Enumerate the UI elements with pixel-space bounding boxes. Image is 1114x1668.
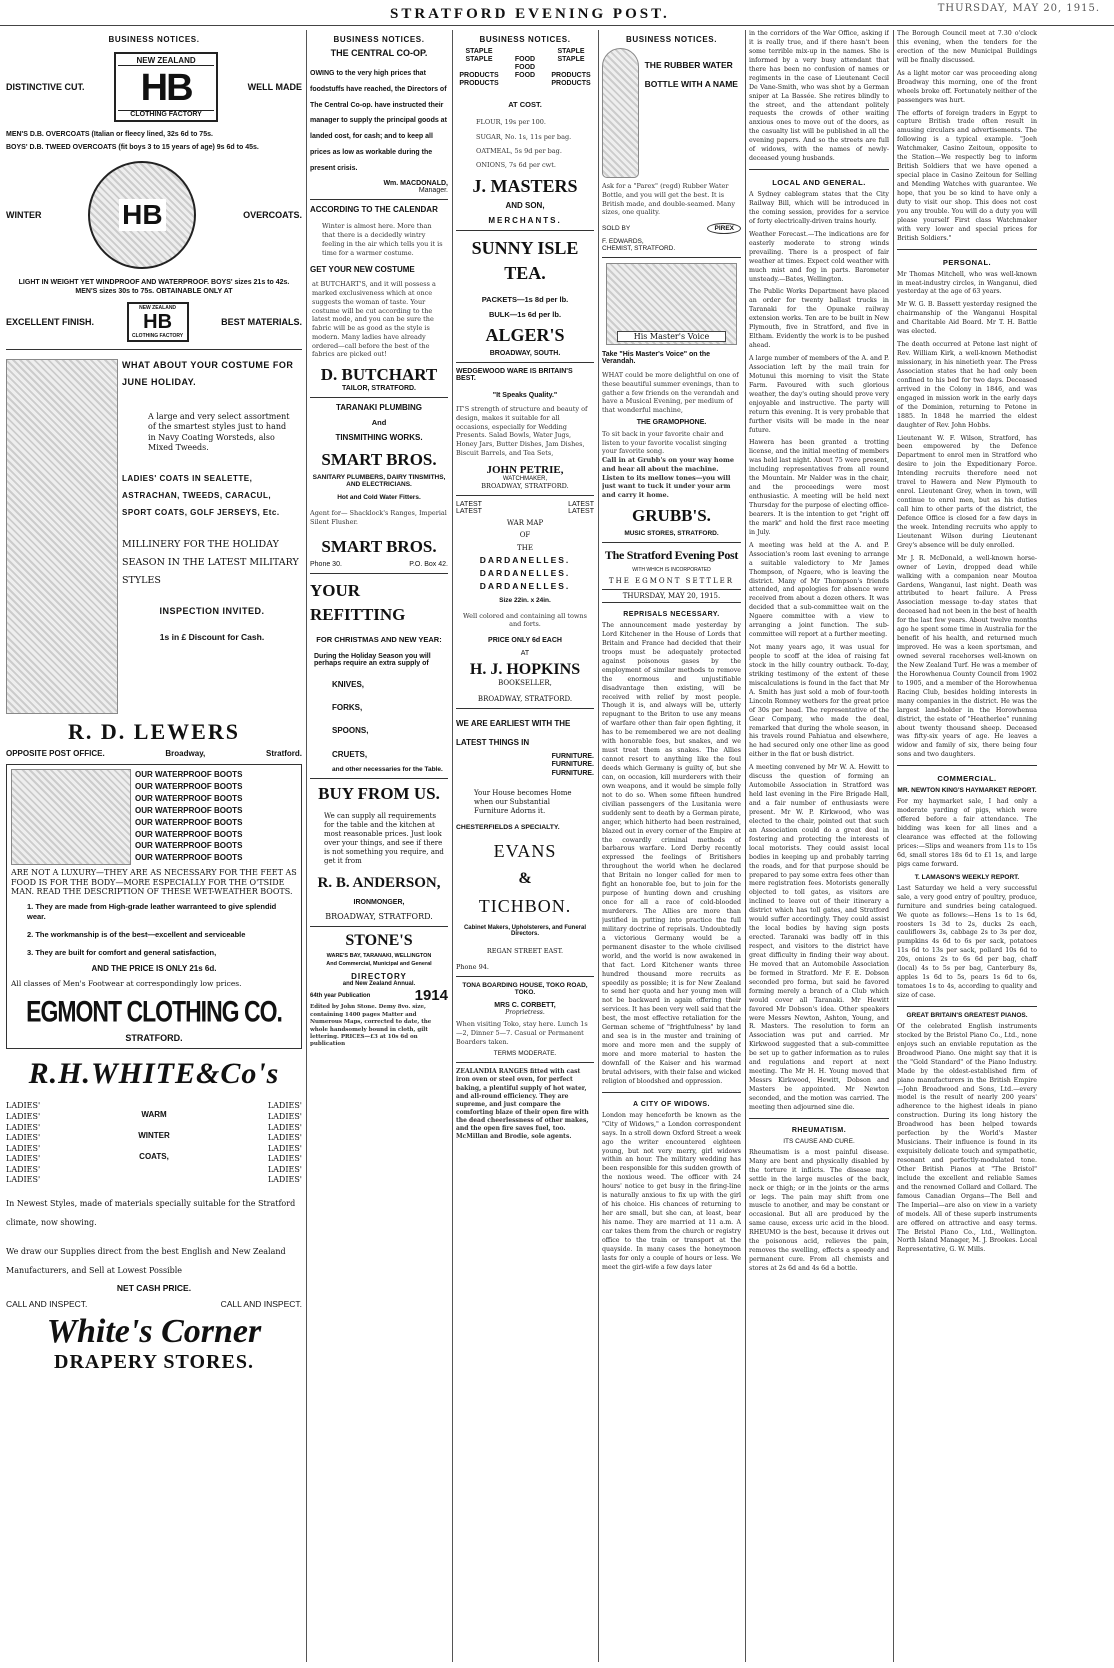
egmont-name: EGMONT CLOTHING CO. [26, 994, 282, 1029]
commercial-heading: COMMERCIAL. [937, 774, 997, 784]
motor-car-note: As a light motor car was proceeding along Broadway this morning, one of the front wheels broke off. Fortunately neither of the passengers was hurt. [897, 69, 1037, 104]
raincoat-seal: HB [88, 161, 196, 269]
pirex-bottle-ad: THE RUBBER WATER BOTTLE WITH A NAME Ask for a "Parex" (regd) Rubber Water Bottle, and you will get the best. It is British made, and double-seamed. Many sizes, one quality. SOLD BY PIREX F. EDWARDS, CHEMIST, STRATFORD. [602, 48, 741, 252]
mens-overcoats: MEN'S D.B. OVERCOATS (Italian or fleecy lined, 32s 6d to 75s. [6, 131, 213, 138]
ladies-coats-text: LADIES' COATS IN SEALETTE, ASTRACHAN, TWEEDS, CARACUL, SPORT COATS, GOLF JERSEYS, Etc. [122, 474, 280, 517]
column-divider [598, 30, 599, 1662]
war-map-ad: LATEST LATEST LATEST LATEST WAR MAP OF THE DARDANELLES. DARDANELLES. DARDANELLES. Size 22in. x 24in. Well colored and containing all towns and forts. PRICE ONLY 6d EACH AT H. J. HOPKINS BOOKSELLER, BROADWAY, STRATFORD. [456, 500, 594, 704]
water-bottle-illustration [602, 48, 639, 178]
not-luxury-text: ARE NOT A LUXURY—THEY ARE AS NECESSARY FOR THE FEET AS FOOD IS FOR THE BODY—MORE ESPECIALLY FOR THE O'TSIDE MAN. READ THE DESCRIPTION OF THESE WET-WEATHER BOOTS. [11, 868, 297, 896]
distinctive-cut-label: DISTINCTIVE CUT. [6, 82, 85, 92]
costume-headline: WHAT ABOUT YOUR COSTUME FOR JUNE HOLIDAY. [122, 360, 294, 387]
masthead-date: THURSDAY, MAY 20, 1915. [937, 3, 1100, 14]
newton-report: For my haymarket sale, I had only a moderate yarding of pigs, which were offered before a fair attendance. The bidding was keen for all lines and a clearance was effected at the following prices:—Slips and weaners from 11s to 15s 6d, small stores 18s 6d to £1 1s, and large pigs came forward. [897, 798, 1037, 868]
white-name: R.H.WHITE&Co's [28, 1057, 280, 1091]
whites-corner: White's Corner [46, 1312, 262, 1350]
newspaper-title: STRATFORD EVENING POST. [390, 6, 670, 22]
pirex-logo: PIREX [707, 223, 741, 234]
footwear-classes: All classes of Men's Footwear at correspondingly low prices. [11, 979, 242, 989]
lamason-report: Last Saturday we held a very successful sale, a very good entry of poultry, produce, furniture and sundries being catalogued. We quote as follows:—Hens 1s to 1s 6d, roosters 1s 3d to 2s, ducks 2s each, cauliflowers 3s, cabbage 2s to 3s per doz, pumpkins 4s 6d to 6s per sack, potatoes 11s 6d to 13s per sack, pollard 10s 6d to 20s, onions 2s to 6s 6d per bag, chaff (local) 4s to 5s per bag, Canterbury 8s, apples 1s 6d to 5s, pears 1s 6d to 6s, tomatoes 1s to 4s, according to quality and size of case. [897, 884, 1037, 999]
sunny-isle-tea-ad: SUNNY ISLE TEA. PACKETS—1s 8d per lb. BULK—1s 6d per lb. ALGER'S BROADWAY, SOUTH. [471, 238, 579, 358]
gramophone-dog-illustration: His Master's Voice [606, 263, 737, 345]
column-2 [310, 30, 448, 1662]
well-made-label: WELL MADE [247, 82, 302, 92]
excellent-finish-label: EXCELLENT FINISH. [6, 317, 95, 328]
call-inspect-left: CALL AND INSPECT. [6, 1298, 88, 1309]
egmont-boots-ad [6, 764, 302, 1049]
paper-masthead: The Stratford Evening Post WITH WHICH IS INCORPORATED THE EGMONT SETTLER THURSDAY, MAY 20, 1915. [602, 548, 741, 603]
ladies-column-right: LADIES' LADIES' LADIES' LADIES' LADIES' LADIES' LADIES' LADIES' [267, 1101, 302, 1185]
light-waterproof-text: LIGHT IN WEIGHT YET WINDPROOF AND WATERPROOF. BOYS' sizes 21s to 42s. MEN'S sizes 30s to 75s. OBTAINABLE ONLY AT [18, 279, 290, 296]
lewers-name: R. D. LEWERS [68, 719, 240, 745]
business-notices-heading: BUSINESS NOTICES. [479, 35, 571, 44]
egypt-traders-note: The efforts of foreign traders in Egypt to capture British trade often result in amusing circulars and advertisements. The following is a typical example. "Joeh Watchmaker, Casino Zeitoun, opposite to the Station—We respectly beg to inform British Soldiers that we have opened a special place in Casino Zeitoun for Selling and Mending Watches with guarantee. We hope, that you be so kind to have only a duty to visit our shop. This does not cost you any trouble. You will do a duty you will please yourself First class Watchmaker with very lower and special prices for British Soldiers." [897, 109, 1037, 242]
refitting-ad: YOUR REFITTING FOR CHRISTMAS AND NEW YEAR: During the Holiday Season you will perhaps require an extra supply of KNIVES, FORKS, SPOONS, CRUETS, and other necessaries for the Table. [310, 579, 448, 773]
local-general-article: A Sydney cablegram states that the City Railway Bill, which will be introduced in the coming session, provides for a service of forty electrically-driven trains hourly. Weather Forecast.—The indications are for easterly moderate to strong winds prevailing. There is a prospect of fair weather at times. Expect cold weather with much mist and fog in parts. Barometer unsteady.—Bates, Wellington. The Public Works Department have placed an order for twenty ballast trucks in Taranaki for the Opunake railway extension works. Ten are to be built in New Plymouth, five in Stratford, and five in Eltham. Evidently the work is to be pushed ahead. A large number of members of the A. and P. Association left by the mail train for Motunui this morning to visit the State Farm. Favoured with such glorious weather, the day's outing should prove very enjoyable and instructive. The party will return this evening. It is very probable that further visits will be made in the near future. Hawera has been granted a trotting license, and the initial meeting of members was held last night. About 75 were present, including representatives from all round the Mountain. Mr Nalder was in the chair, and the proceedings were most enthusiastic. A meeting will be held next Thursday for the purpose of electing office-bearers. It is the intention to get "right off the mark" and hold the first race meeting in July. A meeting was held at the A. and P. Association's room last evening to arrange a suitable valedictory to Mr James Thompson, of Ngaere, who is leaving the district. Many of Mr Thompson's friends attended, and apologies for absence were received from about a dozen others. It was decided that a sub-committee wait on the Ngaere committee with a view to arranging a joint function. The sub-committee will report at a further meeting. Not many years ago, it was usual for people to scoff at the idea of raising fat stock in the hilly country outback. To-day, striking testimony of the extent of these miscalculations is found in the fact that Mr A. Smith has just sold a mob of four-tooth Lincoln Romney wethers for the great price of 30s per head. The representative of the Gear Company, who made the deal, remarked that during the whole season, in his travels round Pahiatua and elsewhere, he had secured only one other line as good either in the flat or bush district. A meeting convened by Mr W. A. Hewitt to discuss the question of forming an Automobile Association in Stratford was held last evening in the Fire Brigade Hall, and a fair number of enthusiasts were present. Mr W. P. Kirkwood, who was elected to the chair, pointed out that such an Association could do a great deal in fostering and protecting the interests of local motorists. They could assist local bodies in keeping up and probably tarring the roads, and for that purpose should be prepared to pay some extra fees other than mere registration fees. Motorists generally objected to toll gates, as visitors are inclined to leave out of their itinerary a district which has toll gates, and Stratford would suffer accordingly. They could assist the local bodies by having sign posts erected. Taranaki was badly off in this respect, and visitors to the district have great difficulty in finding their way about. He moved that an Automobile Association be formed in Stratford. Mr F. E. Dobson seconded pro forma, but said he favored forming merely a branch of a Club which would cover all Taranaki. Mr Hewitt favored Mr Dobson's idea. Other speakers were Messrs Newton, Ashton, Young, and R. Masters. The resolution to form an Association was put and carried. Mr Kirkwood suggested that a sub-committee be set up to gather information as to rules and regulations and report at next meeting. The Mr H. H. Young moved that Messrs Kirkwood, Hewitt, Dobson and Masters be appointed. Mr Newton seconded, and the motion was carried. The meeting then adjourned sine die. [749, 191, 889, 1111]
reprisals-article: The announcement made yesterday by Lord Kitchener in the House of Lords that Britain and France had decided that their troops must be adequately protected against poisonous gases by the employment of similar methods to remove the enormous and unjustifiable disadvantage then existing, will be received with relief by most people. Though it is, and always will be, utterly repugnant to the Briton to use any means of warfare other than fair open fighting, it has to be remembered we are not dealing with honorable foes, but snakes, and we must treat them as snakes. The Allies cannot resort to anything like the foul deeds which Germany is guilty of, but she can, on occasion, kill murderers with their own weapons, and it would be simple folly not to do so. When some fifteen hundred civilian passengers of the Lusitania were suddenly sent to death by a German pirate, anger, which hitherto had been restrained, blazed out in every corner of the Empire at the cowardly criminal methods of barbarous warfare. Lord Derby recently expressed the feelings of Britishers throughout the world when he declared that Britain no longer called for men to fight an honorable foe, but to join for the purpose of hunting down and crushing once for all a race of cold-blooded murderers. The Allies are more than justified in putting into practice the full military doctrine of reprisals. Undoubtedly a victorious Germany would be a permanent disaster to the whole civilised world, and the world is now awakened in that fact. Lord Kitchener wants three hundred thousand more recruits as speedily as possible; it is for New Zealand to send her quota and her young men will not be backward in again offering their services. It has been very well said that the best, the most effective retaliation for the German scheme of "frightfulness" by land and sea is in the muster and training of more and more men and the supply of more and more material to hasten the downfall of the Kaiser and his warmad brutal advisers, with their false and wicked religion of bloodshed and oppression. [602, 622, 741, 1085]
evans-tichbon-ad: WE ARE EARLIEST WITH THE LATEST THINGS IN FURNITURE. FURNITURE. FURNITURE. Your House becomes Home when our Substantial Furniture Adorns it. CHESTERFIELDS A SPECIALTY. EVANS & TICHBON. Cabinet Makers, Upholsterers, and Funeral Directors. REGAN STREET EAST. Phone 94. [456, 719, 594, 972]
lady-costume-illustration [6, 359, 118, 714]
grubbs-gramophone-ad: His Master's Voice Take "His Master's Voice" on the Verandah. WHAT could be more delightful on one of these beautiful summer evenings, than to gather a few friends on the verandah and have a Musical Evening, per medium of that wonderful machine, THE GRAMOPHONE. To sit back in your favorite chair and listen to your favorite vocalist singing your favorite song. Call in at Grubb's on your way home and hear all about the machine. Listen to its mellow tones—you will just want to tuck it under your arm and carry it home. GRUBB'S. MUSIC STORES, STRATFORD. [602, 263, 741, 537]
boots-price: AND THE PRICE IS ONLY 21s 6d. [91, 964, 217, 974]
newest-styles-text: In Newest Styles, made of materials specially suitable for the Stratford climate, now showing. [6, 1198, 296, 1227]
article-title: PERSONAL. [942, 257, 992, 267]
widows-article-continued: in the corridors of the War Office, asking if it is really true, and if there hasn't been some terrible mix-up in the names. She is informed by a very busy attendant that there has been no confusion of names or regiments in the case of Lieutenant Cecil De Vane-Smith, who was shot by a German sniper at La Bassée. She retires blindly to the street, and the attendant politely requests the crowds of other waiting anxious ones to move out of the doors, as the casualty list will be published in all the evening papers. And so the streets are full of widows, with the names of newly-deceased young husbands. [749, 30, 889, 163]
column-4 [602, 30, 741, 1662]
call-inspect-right: CALL AND INSPECT. [220, 1298, 302, 1309]
tona-boarding-ad: TONA BOARDING HOUSE, TOKO ROAD, TOKO. MRS C. CORBETT, Proprietress. When visiting Toko, stay here. Lunch 1s—2, Dinner 5—7. Casual or Permanent Boarders taken. TERMS MODERATE. [456, 982, 588, 1058]
dardanelles-repeat: DARDANELLES. DARDANELLES. DARDANELLES. [479, 555, 571, 591]
borough-council-note: The Borough Council meet at 7.30 o'clock this evening, when the tenders for the erection of the new Municipal Buildings will be finally discussed. [897, 30, 1037, 64]
zealandia-ranges-ad: ZEALANDIA RANGES fitted with cast iron oven or steel oven, for perfect baking, a plentiful supply of hot water, and all-round efficiency. They are supreme, and just compare the comforting blaze of their open fire with the dead cheerlessness of other makes, and the open fire saves fuel, too. McMillan and Brodie, sole agents. [456, 1068, 589, 1141]
hb-logo-mark: HB [140, 67, 192, 109]
select-assortment-text: A large and very select assortment of the smartest styles just to hand in Navy Coating Worsteds, also Mixed Tweeds. [148, 411, 290, 452]
lewers-address: OPPOSITE POST OFFICE. Broadway, Stratford. [6, 749, 302, 759]
article-title: LOCAL AND GENERAL. [772, 178, 866, 188]
widows-article: London may henceforth be known as the "City of Widows," a London correspondent says. In a stroll down Oxford Street a week ago the writer encountered eighteen young, but not very merry, girl widows within an hour. The military wedding has been responsible for this sudden growth of the noxious weed. The officer with 24 hours' notice to get busy in the firing-line is naturally anxious to fix up with the girl of his choice. His chances of returning to her are small, but she can, at least, bear his name. They are married at 11 a.m. A car takes them from the church or registry office to the train or transport at the quayside. In many cases the honeymoon lasts for only a couple of hours or less. We meet the girl-wife a few days later [602, 1111, 741, 1271]
hb-logo: NEW ZEALAND HB CLOTHING FACTORY [114, 52, 218, 122]
article-title: REPRISALS NECESSARY. [623, 611, 720, 619]
white-drapery-ad [6, 1057, 302, 1373]
masters-ad: STAPLE STAPLE STAPLE FOOD STAPLE FOOD PRODUCTS FOOD PRODUCTS PRODUCTS PRODUCTS AT COST. FLOUR, 19s per 100. SUGAR, No. 1s, 11s per bag. OATMEAL, 5s 9d per bag. ONIONS, 7s 6d per cwt. J. MASTERS AND SON, MERCHANTS. [456, 48, 594, 225]
egmont-town: STRATFORD. [125, 1033, 183, 1044]
overcoats-label: OVERCOATS. [243, 210, 302, 221]
cost-prices: FLOUR, 19s per 100. SUGAR, No. 1s, 11s per bag. OATMEAL, 5s 9d per bag. ONIONS, 7s 6d per cwt. [476, 118, 572, 170]
net-cash-price: NET CASH PRICE. [116, 1282, 192, 1293]
wedgewood-ad: WEDGEWOOD WARE IS BRITAIN'S BEST. "It Speaks Quality." IT'S strength of structure and beauty of design, makes it suitable for all occasions, especially for Wedding Presents. Salad Bowls, Water Jugs, Honey Jars, Butter Dishes, Jam Dishes, Biscuit Barrels, and Tea Sets, JOHN PETRIE, WATCHMAKER, BROADWAY, STRATFORD. [456, 368, 588, 490]
ladies-column-left: LADIES' LADIES' LADIES' LADIES' LADIES' LADIES' LADIES' LADIES' [6, 1101, 41, 1185]
column-divider [452, 30, 453, 1662]
winter-label: WINTER [6, 210, 42, 221]
pianos-article: Of the celebrated English instruments stocked by the Bristol Piano Co., Ltd., none enjoys such an enviable reputation as the Broadwood Piano. One might say that it is the "Gold Standard" of the Piano Industry. Made by the oldest-established firm of piano manufacturers in the British Empire—John Broadwood and Sons, Ltd.—every model is the result of nearly 200 years' adherence to the highest ideals in piano construction. During its long history the Broadwood has been helped towards perfection by the World's Master Musicians. Their influence is found in its exquisitely delicate touch and sympathetic, resonant and perfectly-modulated tone. Other British Pianos at "The Bristol" include the excellent and reliable Sames and the renowned Collard and Collard. The famous Canadian Organs—The Bell and The Imperial—are also on view in a variety of models. All of these superb instruments are offered on attractive and easy terms. The Bristol Piano Co., Ltd., Wellington. North Island Manager, M. J. Brookes. Local Representative, G. W. Mills. [897, 1022, 1037, 1254]
personal-article: Mr Thomas Mitchell, who was well-known in meat-industry circles, in Wanganui, died yesterday at the age of 63 years. Mr W. G. B. Bassett yesterday resigned the chairmanship of the Wanganui Hospital and Charitable Aid Board. Mr T. H. Battle was elected. The death occurred at Petone last night of Rev. William Kirk, a well-known Methodist missionary, in his ninetieth year. The Press Association states that he had only been confined to his bed for two days. Deceased arrived in the Colony in 1846, and was engaged in mission work in the early days of the Dominion, returning to Petone in 1885. In 1848 he married the eldest daughter of Rev. John Hobbs. Lieutenant W. F. Wilson, Stratford, has been empowered by the Defence Department to enrol men in Stratford who desire to join the Expeditionary Force. Intending recruits therefore need not travel to Hawera and New Plymouth to enrol. Lieutenant Grey, when in town, will continue to enrol men, but as his duties call him to other parts of the district, the Defence Office is closed for a few days in the week. Intending recruits who apply to Lieutenant Wilson during Lieutenant Grey's absence will be duly enrolled. Mr J. R. McDonald, a well-known horse-owner of Levin, dropped dead while walking with a companion near Moutoa Gardens, Wanganui, last night. Death was attributed to heart failure. A Press Association message to-day states that deceased had not been in the best of health for the last few years. About twelve months ago he spent some time in Australia for the benefit of his health, and returned much improved. He was a keen sportsman, and owned several racehorses well-known on the New Zealand Turf. He was a member of the Horowhenua County Council from 1902 to 1905, and a member of the Horowhenua Racing Club, besides holding interests in many companies in the district. He was the largest land-holder in the Horowhenua district, the estate of "Heatherlee" running about twenty thousand sheep. Deceased was fifty-six years of age. He leaves a widow and family of six, there being four sons and two daughters. [897, 270, 1037, 759]
rheumatism-article: Rheumatism is a most painful disease. Many are bent and physically disabled by the torture it inflicts. The disease may settle in the large muscles of the back, neck or thigh; or in the joints or the arms or legs. The pain may shift from one muscle to another, and may be constant or occasional. But all are produced by the same cause, excess uric acid in the blood. RHEUMO is the best, because it drives out the poisonous acid, relieves the pain, removes the swelling, effects a speedy and permanent cure. From all chemists and stores at 2s 6d and 4s 6d a bottle. [749, 1148, 889, 1272]
warm-winter-coats: WARM WINTER COATS, [138, 1110, 170, 1162]
hb-overcoats-ad [6, 48, 302, 344]
millinery-text: MILLINERY FOR THE HOLIDAY SEASON IN THE LATEST MILITARY STYLES [122, 538, 299, 586]
cash-discount: 1s in £ Discount for Cash. [159, 631, 265, 642]
article-title: MR. NEWTON KING'S HAYMARKET REPORT. [897, 787, 1037, 795]
inspection-invited: INSPECTION INVITED. [159, 605, 265, 616]
boots-illustration [11, 769, 131, 865]
article-title: T. LAMASON'S WEEKLY REPORT. [914, 873, 1020, 881]
cutlery-list: KNIVES, FORKS, SPOONS, CRUETS, [332, 680, 369, 759]
supplies-text: We draw our Supplies direct from the best English and New Zealand Manufacturers, and Sell at Lowest Possible [6, 1247, 286, 1276]
masthead [0, 0, 1114, 26]
boots-repeat-list: OUR WATERPROOF BOOTS OUR WATERPROOF BOOTS OUR WATERPROOF BOOTS OUR WATERPROOF BOOTS OUR WATERPROOF BOOTS OUR WATERPROOF BOOTS OUR WATERPROOF BOOTS OUR WATERPROOF BOOTS [135, 770, 243, 863]
column-divider [306, 30, 307, 1662]
column-divider [745, 30, 746, 1662]
article-title: GREAT BRITAIN'S GREATEST PIANOS. [906, 1011, 1028, 1019]
boys-overcoats: BOYS' D.B. TWEED OVERCOATS (fit boys 3 to 15 years of age) 9s 6d to 45s. [6, 144, 259, 152]
column-divider [893, 30, 894, 1662]
business-notices-heading: BUSINESS NOTICES. [333, 35, 425, 44]
central-coop-ad: THE CENTRAL CO-OP. OWING to the very high prices that foodstuffs have reached, the Directors of The Central Co-op. have instructed their manager to supply the principal goods at landed cost, for cash; and to keep all prices as low as workable during the present crisis. Wm. MACDONALD, Manager. [310, 48, 448, 195]
hb-small-logo: NEW ZEALAND HB CLOTHING FACTORY [127, 302, 189, 342]
column-1 [6, 30, 302, 1662]
lewers-ad [6, 355, 302, 747]
column-6 [897, 30, 1110, 1662]
smart-bros-ad: TARANAKI PLUMBING And TINSMITHING WORKS. SMART BROS. SANITARY PLUMBERS, DAIRY TINSMITHS, AND ELECTRICIANS. Hot and Cold Water Fitters. Agent for— Shacklock's Ranges, Imperial Silent Flusher. SMART BROS. Phone 30. P.O. Box 42. [310, 403, 448, 568]
column-5: in the corridors of the War Office, asking if it is really true, and if there hasn't been some terrible mix-up in the names. She is informed by a very busy attendant that there has been no confusion of names or regiments in the case of Lieutenant Cecil De Vane-Smith, who was shot by a German sniper at La Bassée. She retires blindly to the street, and the attendant politely requests the crowds of other waiting anxious ones to move out of the doors, as the casualty list will be published in all the evening papers. And so the streets are full of widows, with the names of newly-deceased young husbands. LOCAL AND GENERAL. A Sydney cablegram states that the City Railway Bill, which will be introduced in the coming session, provides for a service of forty electrically-driven trains hourly. Weather Forecast.—The indications are for easterly moderate to strong winds prevailing. There is a prospect of fair weather at times. Expect cold weather with much mist and fog in parts. Barometer unsteady.—Bates, Wellington. The Public Works Department have placed an order for twenty ballast trucks in Taranaki for the Opunake railway extension works. Ten are to be built in New Plymouth, five in Stratford, and five in Eltham. Evidently the work is to be pushed ahead. A large number of members of the A. and P. Association left by the mail train for Motunui this morning to visit the State Farm. Favoured with such glorious weather, the day's outing should prove very enjoyable and instructive. The party will return this evening. It is very probable that further visits will be made in the near future. Hawera has been granted a trotting license, and the initial meeting of members was held last night. About 75 were present, including representatives from all round the Mountain. Mr Nalder was in the chair, and the proceedings were most enthusiastic. A meeting will be held next Thursday for the purpose of electing office-bearers. It is the intention to get "right off the mark" and hold the first race meeting in July. A meeting was held at the A. and P. Association's room last evening to arrange a suitable valedictory to Mr James Thompson, of Ngaere, who is leaving the district. Many of Mr Thompson's friends attended, and apologies for absence were received from about a dozen others. It was decided that a sub-committee wait on the Ngaere committee with a view to arranging a joint function. The sub-committee will report at a further meeting. Not many years ago, it was usual for people to scoff at the idea of raising fat stock in the hilly country outback. To-day, striking testimony of the extent of these miscalculations is found in the fact that Mr A. Smith has just sold a mob of four-tooth Lincoln Romney wethers for the great price of 30s per head. The representative of the Gear Company, who made the deal, remarked that during the whole season, in his travels round Pahiatua and elsewhere, he had secured only one other line as good either in the flat or bush district. A meeting convened by Mr W. A. Hewitt to discuss the question of forming an Automobile Association in Stratford was held last evening in the Fire Brigade Hall, and a fair number of enthusiasts were present. Mr W. P. Kirkwood, who was elected to the chair, pointed out that such an Association could do a great deal in fostering and protecting the interests of local motorists. They could assist local bodies in keeping up and probably tarring the roads, and for that purpose should be prepared to pay some extra fees other than mere registration fees. Motorists generally objected to toll gates, as visitors are inclined to leave out of their itinerary a district which has toll gates, and Stratford would suffer accordingly. They could assist the local bodies by having sign posts erected. Taranaki was badly off in this respect, and visitors to the district have great difficulty in finding their way about. He moved that an Automobile Association be formed in Stratford. Mr F. E. Dobson seconded pro forma, but said he favored forming merely a branch of a Club which would cover all Taranaki. Mr Hewitt favored Mr Dobson's idea. Other speakers were Messrs Newton, Ashton, Young, and R. Masters. The resolution to form an Association was put and carried. Mr Kirkwood suggested that a sub-committee be set up to gather information as to rules and regulations and report at next meeting. The Mr H. H. Young moved that Messrs Kirkwood, Hewitt, Dobson and Masters be appointed. Mr Newton seconded, and the motion was carried. The meeting then adjourned sine die. RHEUMATISM. ITS CAUSE AND CURE. Rheumatism is a most painful disease. Many are bent and physically disabled by the torture it inflicts. The disease may settle in the large muscles of the back, neck or thigh; or in the joints or the arms or legs. The pain may shift from one muscle to another, and may be constant or occasional. But all are produced by the same cause, excess uric acid in the blood. RHEUMO is the best, because it drives out the poisonous acid, relieves the pain, removes the swelling, effects a speedy and permanent cure. From all chemists and stores at 2s 6d and 4s 6d a bottle. [749, 30, 889, 1272]
coop-body: OWING to the very high prices that foodstuffs have reached, the Directors of The Central Co-op. have instructed their manager to supply the principal goods at landed cost, for cash; and to keep all prices as low as workable during the present crisis. [310, 70, 447, 172]
best-materials-label: BEST MATERIALS. [221, 317, 302, 328]
business-notices-heading: BUSINESS NOTICES. [625, 35, 718, 44]
stones-directory-ad: STONE'S WARE'S BAY, TARANAKI, WELLINGTON And Commercial, Municipal and General DIRECTORY and New Zealand Annual. 64th year Publication 1914 Edited by John Stone. Demy 8vo. size, containing 1400 pages Matter and Numerous Maps, corrected to date, the whole handsomely bound in cloth, gilt lettering. PRICES—£3 at 10s 6d on publication [310, 931, 448, 1048]
anderson-ad: BUY FROM US. We can supply all requirements for the table and the kitchen at most reasonable prices. Just look over your things, and see if there is not something you require, and get it from R. B. ANDERSON, IRONMONGER, BROADWAY, STRATFORD. [317, 783, 444, 921]
butchart-name: D. BUTCHART [320, 365, 438, 385]
business-notices-heading: BUSINESS NOTICES. [108, 35, 200, 44]
boots-points: 1. They are made from High-grade leather warranteed to give splendid wear. 2. The workmanship is of the best—excellent and serviceable 3. They are built for comfort and general satisfaction, [27, 901, 277, 958]
calendar-ad: ACCORDING TO THE CALENDAR Winter is almost here. More than that there is a decidedly wintry feeling in the air which tells you it is time for a warmer costume. GET YOUR NEW COSTUME at BUTCHART'S, and it will possess a marked exclusiveness which at once suggests the woman of taste. Your costume will be cut according to the latest mode, and you can be sure the fabric will be as good as the style is modern. Many ladies have already ordered—call before the best of the fabrics are picked out! D. BUTCHART TAILOR, STRATFORD. [310, 205, 448, 392]
column-3 [456, 30, 594, 1662]
article-title: A CITY OF WIDOWS. [633, 1100, 710, 1108]
article-title: RHEUMATISM. [791, 1126, 847, 1134]
drapery-stores: DRAPERY STORES. [54, 1350, 254, 1373]
